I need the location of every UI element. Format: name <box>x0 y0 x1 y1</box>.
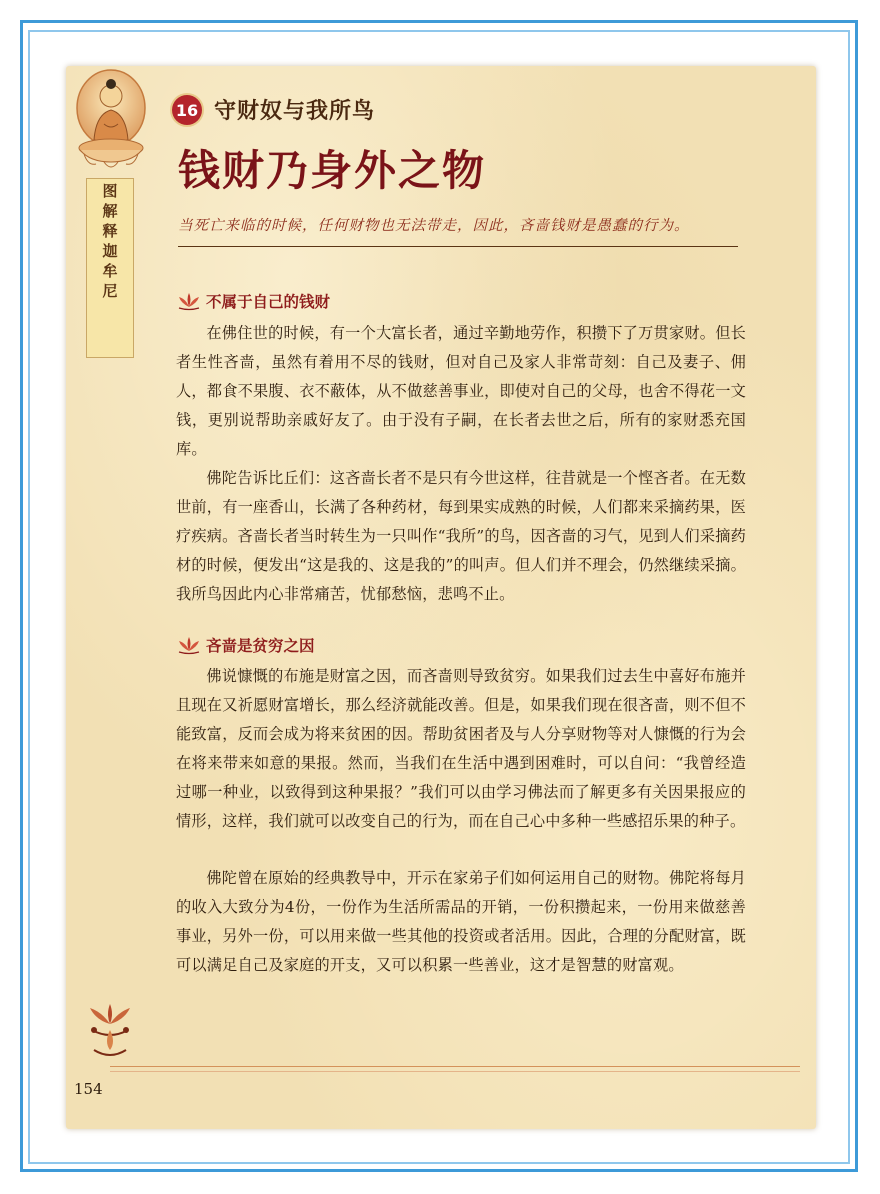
lead-divider <box>178 246 738 247</box>
paragraph: 佛说慷慨的布施是财富之因，而吝啬则导致贫穷。如果我们过去生中喜好布施并且现在又祈愿财富增长，那么经济就能改善。但是，如果我们现在很吝啬，则不但不能致富，反而会成为将来贫困的因。帮助贫困者及与人分享财物等对人慷慨的行为会在将来带来如意的果报。然而，当我们在生活中遇到困难时，可以自问：“我曾经造过哪一种业，以致得到这种果报？”我们可以由学习佛法而了解更多有关因果报应的情形，这样，我们就可以改变自己的行为，而在自己心中多种一些感招乐果的种子。 <box>176 667 746 830</box>
chapter-number-badge: 16 <box>172 95 202 125</box>
section-heading-text: 吝啬是贫穷之因 <box>206 637 315 655</box>
sidebar <box>70 66 152 303</box>
side-label-box <box>86 178 134 358</box>
lotus-icon <box>176 291 202 311</box>
page-number: 154 <box>74 1080 103 1098</box>
paragraph: 在佛住世的时候，有一个大富长者，通过辛勤地劳作，积攒下了万贯家财。但长者生性吝啬，虽然有着用不尽的钱财，但对自己及家人非常苛刻：自己及妻子、佣人，都食不果腹、衣不蔽体，从不做慈善事业，即使对自己的父母，也舍不得花一文钱，更别说帮助亲戚好友了。由于没有子嗣，在长者去世之后，所有的家财悉充国库。 <box>176 324 746 458</box>
chapter-subtitle: 守财奴与我所鸟 <box>214 99 376 124</box>
lotus-icon <box>176 635 202 655</box>
section-heading <box>176 634 315 656</box>
section-heading-text: 不属于自己的钱财 <box>206 293 331 311</box>
lotus-ornament-icon <box>84 1000 136 1062</box>
page-title: 钱财乃身外之物 <box>178 146 487 195</box>
paragraph: 佛陀告诉比丘们：这吝啬长者不是只有今世这样，往昔就是一个悭吝者。在无数世前，有一座香山，长满了各种药材，每到果实成熟的时候，人们都来采摘药果，医疗疾病。吝啬长者当时转生为一只叫作“我所”的鸟，因吝啬的习气，见到人们采摘药材的时候，便发出“这是我的、这是我的”的叫声。但人们并不理会，仍然继续采摘。我所鸟因此内心非常痛苦，忧郁愁恼，悲鸣不止。 <box>176 469 746 603</box>
side-label-text: 图解释迦牟尼 <box>100 183 119 303</box>
lead-summary: 当死亡来临的时候，任何财物也无法带走，因此，吝啬钱财是愚蠢的行为。 <box>178 218 690 234</box>
section-heading <box>176 290 330 312</box>
paragraph: 佛陀曾在原始的经典教导中，开示在家弟子们如何运用自己的财物。佛陀将每月的收入大致分为4份，一份作为生活所需品的开销，一份积攒起来，一份用来做慈善事业，另外一份，可以用来做一些其他的投资或者活用。因此，合理的分配财富，既可以满足自己及家庭的开支，又可以积累一些善业，这才是智慧的财富观。 <box>176 869 746 974</box>
footer-rule <box>110 1066 800 1067</box>
footer-rule <box>110 1071 800 1072</box>
buddha-figure-icon <box>70 66 152 176</box>
